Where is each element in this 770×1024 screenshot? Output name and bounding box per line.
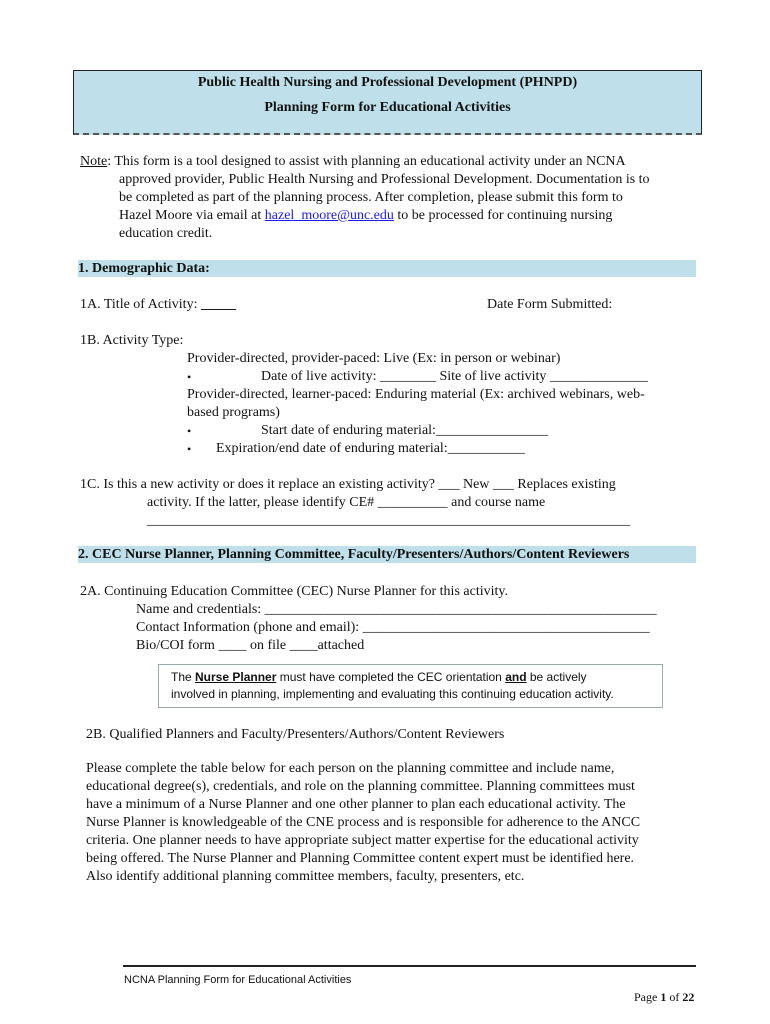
note-line-5: education credit. bbox=[119, 226, 213, 241]
footer-divider bbox=[123, 965, 696, 967]
q1c-line-2: activity. If the latter, please identify CE# __________ and course name bbox=[147, 495, 546, 510]
q1b-activity-type: 1B. Activity Type: bbox=[80, 333, 184, 348]
provider-enduring-option: Provider-directed, learner-paced: Enduring material (Ex: archived webinars, web- bbox=[187, 387, 645, 402]
title-blank[interactable]: _____ bbox=[200, 297, 236, 312]
header-title: Public Health Nursing and Professional Development (PHNPD) bbox=[197, 75, 578, 90]
q1a-title-of-activity: 1A. Title of Activity: _____ bbox=[80, 297, 236, 312]
start-date-field[interactable]: Start date of enduring material:________________ bbox=[261, 423, 548, 438]
q1c-line-1: 1C. Is this a new activity or does it replace an existing activity? ___ New ___ Replaces existing bbox=[80, 477, 616, 492]
section-2-heading: 2. CEC Nurse Planner, Planning Committee, Faculty/Presenters/Authors/Content Reviewers bbox=[78, 546, 696, 563]
note-line-1: : This form is a tool designed to assist with planning an educational activity under an NCNA bbox=[107, 154, 626, 169]
date-form-submitted: Date Form Submitted: bbox=[487, 297, 613, 312]
bio-coi-field[interactable]: Bio/COI form ____ on file ____attached bbox=[136, 638, 365, 653]
contact-info-field[interactable]: Contact Information (phone and email): _________________________________________ bbox=[136, 620, 650, 635]
note-label: Note bbox=[80, 154, 108, 169]
expiration-date-field[interactable]: Expiration/end date of enduring material:___________ bbox=[216, 441, 525, 456]
note-line-3: be completed as part of the planning process. After completion, please submit this form to bbox=[119, 190, 623, 205]
nurse-planner-term: Nurse Planner bbox=[195, 670, 277, 684]
note-line-2: approved provider, Public Health Nursing and Professional Development. Documentation is to bbox=[119, 172, 650, 187]
nurse-planner-callout: The Nurse Planner must have completed the CEC orientation and be actively involved in planning, implementing and evaluating this continuing education activity. bbox=[158, 664, 663, 708]
form-header-box bbox=[73, 70, 702, 135]
q2a-label: 2A. Continuing Education Committee (CEC) Nurse Planner for this activity. bbox=[80, 584, 508, 599]
q2b-label: 2B. Qualified Planners and Faculty/Presenters/Authors/Content Reviewers bbox=[86, 727, 505, 742]
date-live-field[interactable]: Date of live activity: ________ Site of live activity ______________ bbox=[261, 369, 648, 384]
bullet-icon: • bbox=[187, 424, 192, 438]
course-name-blank[interactable]: _____________________________________________________________________ bbox=[147, 513, 630, 528]
callout-line-2: involved in planning, implementing and evaluating this continuing education activity. bbox=[171, 687, 614, 701]
email-link[interactable]: hazel_moore@unc.edu bbox=[264, 208, 394, 223]
section-1-heading: 1. Demographic Data: bbox=[78, 260, 696, 277]
header-subtitle: Planning Form for Educational Activities bbox=[264, 100, 511, 115]
note-paragraph bbox=[80, 153, 700, 243]
footer-title: NCNA Planning Form for Educational Activities bbox=[124, 974, 352, 986]
provider-enduring-option-cont: based programs) bbox=[187, 405, 280, 420]
page-number: Page 1 of 22 bbox=[634, 990, 695, 1004]
note-line-4: Hazel Moore via email at hazel_moore@unc.edu to be processed for continuing nursing bbox=[119, 208, 613, 223]
instructions-paragraph: Please complete the table below for each person on the planning committee and include name, educational degree(s), credentials, and role on the planning committee. Planning committees must have a minimum of a Nurse Planner and one other planner to plan each educational activity. The Nurse Planner is knowledgeable of the CNE process and is responsible for adherence to the ANCC criteria. One planner needs to have appropriate subject matter expertise for the educational activity being offered. The Nurse Planner and Planning Committee content expert must be identified here. Also identify additional planning committee members, faculty, presenters, etc. bbox=[86, 761, 641, 884]
provider-live-option: Provider-directed, provider-paced: Live (Ex: in person or webinar) bbox=[187, 351, 561, 366]
bullet-icon: • bbox=[187, 442, 192, 456]
bullet-icon: • bbox=[187, 370, 192, 384]
name-credentials-field[interactable]: Name and credentials: ________________________________________________________ bbox=[136, 602, 657, 617]
